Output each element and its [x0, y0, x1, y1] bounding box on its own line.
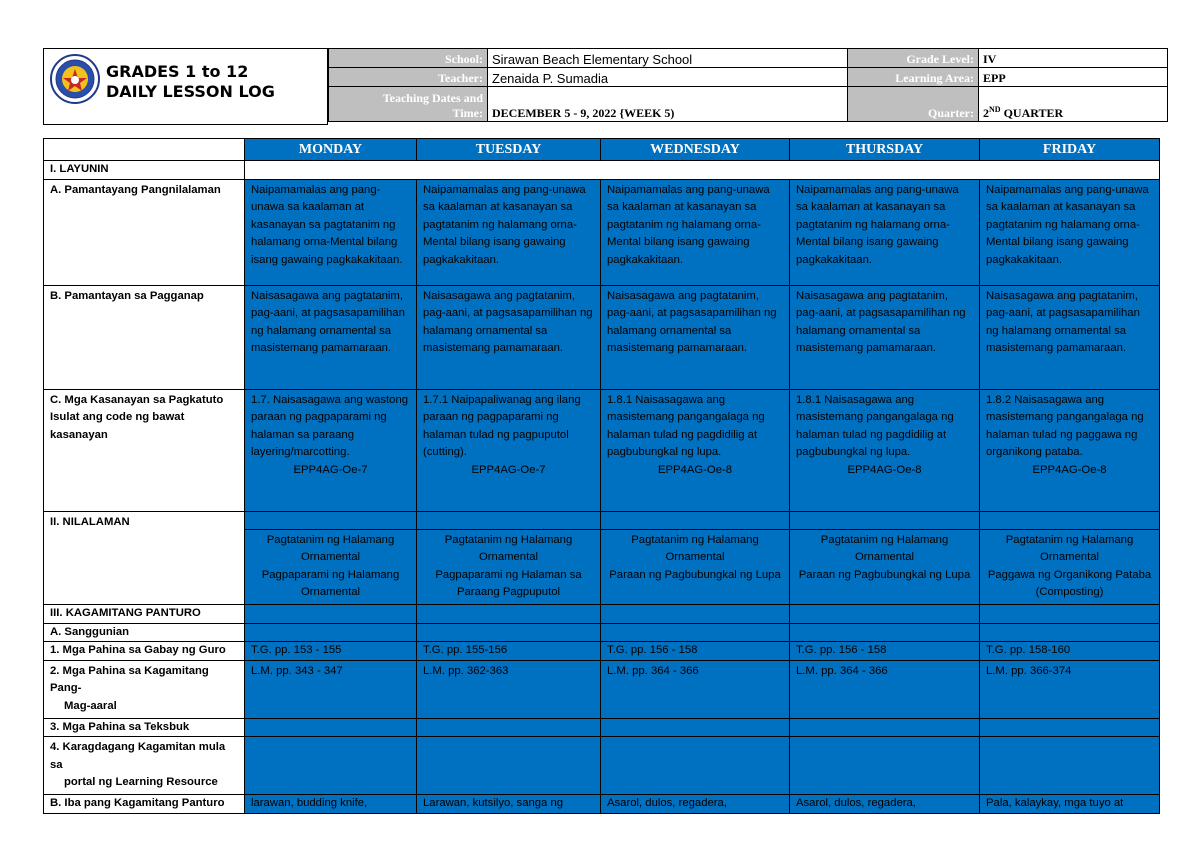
deped-seal-icon: [50, 54, 100, 104]
row-label-teksbuk: 3. Mga Pahina sa Teksbuk: [44, 718, 245, 737]
learning-area-value: EPP: [979, 68, 1168, 87]
competency-text: 1.8.2 Naisasagawa ang masistemang pangangalaga ng halaman tulad ng paggawa ng organikong pataba.: [986, 393, 1144, 459]
teaching-dates-label-line-2: Time:: [452, 106, 483, 120]
row-label-pamantayang-pangnilalaman: A. Pamantayang Pangnilalaman: [44, 179, 245, 285]
teaching-dates-value: DECEMBER 5 - 9, 2022 {WEEK 5): [488, 87, 848, 122]
tg-pages-tuesday: T.G. pp. 155-156: [417, 642, 601, 661]
other-materials-friday: Pala, kalaykay, mga tuyo at: [980, 794, 1160, 813]
performance-standard-tuesday: Naisasagawa ang pagtatanim, pag-aani, at pagsasapamilihan ng halamang ornamental sa masistemang pamamaraan.: [417, 285, 601, 389]
content-topic: Pagtatanim ng Halamang Ornamental: [266, 533, 395, 564]
competency-tuesday: [417, 389, 601, 511]
other-materials-monday: larawan, budding knife,: [245, 794, 417, 813]
lm-pages-wednesday: L.M. pp. 364 - 366: [601, 660, 790, 718]
day-wednesday: WEDNESDAY: [601, 139, 790, 161]
row-label-kasanayan: [44, 389, 245, 511]
content-subtopic: Pagpaparami ng Halaman sa Paraang Pagpuputol: [435, 568, 582, 599]
row-label-iba-pang-kagamitang: B. Iba pang Kagamitang Panturo: [44, 794, 245, 813]
karagdagang-blank: [245, 737, 417, 795]
content-wednesday: [601, 529, 790, 604]
layunin-blank: [245, 161, 1160, 180]
teksbuk-blank: [980, 718, 1160, 737]
other-materials-row: [44, 794, 1160, 813]
karagdagang-blank: [790, 737, 980, 795]
competency-row: [44, 389, 1160, 511]
tg-pages-row: [44, 642, 1160, 661]
kagamitang-row: [44, 604, 1160, 623]
grade-level-label: Grade Level:: [848, 49, 979, 68]
quarter-word: QUARTER: [1000, 106, 1064, 120]
sanggunian-blank: [980, 623, 1160, 642]
content-standard-row: [44, 179, 1160, 285]
karagdagang-blank: [601, 737, 790, 795]
teksbuk-row: [44, 718, 1160, 737]
sanggunian-blank: [601, 623, 790, 642]
performance-standard-monday: Naisasagawa ang pagtatanim, pag-aani, at pagsasapamilihan ng halamang ornamental sa masistemang pamamaraan.: [245, 285, 417, 389]
teacher-label: Teacher:: [329, 68, 488, 87]
teksbuk-blank: [790, 718, 980, 737]
competency-wednesday: [601, 389, 790, 511]
karagdagang-label-line-1: 4. Karagdagang Kagamitan mula sa: [50, 741, 226, 771]
school-label: School:: [329, 49, 488, 68]
page-title: [106, 62, 275, 102]
quarter-suffix: ND: [989, 105, 1001, 114]
performance-standard-row: [44, 285, 1160, 389]
content-friday: [980, 529, 1160, 604]
tg-pages-thursday: T.G. pp. 156 - 158: [790, 642, 980, 661]
section-layunin: I. LAYUNIN: [44, 161, 245, 180]
nilalaman-row: [44, 511, 1160, 529]
lm-pages-friday: L.M. pp. 366-374: [980, 660, 1160, 718]
sanggunian-row: [44, 623, 1160, 642]
content-standard-thursday: Naipamamalas ang pang-unawa sa kaalaman at kasanayan sa pagtatanim ng halamang orna-Mental bilang isang gawaing pagkakakitaan.: [790, 179, 980, 285]
header-info-table: [328, 48, 1168, 122]
karagdagang-blank: [980, 737, 1160, 795]
learning-area-label: Learning Area:: [848, 68, 979, 87]
content-topic: Pagtatanim ng Halamang Ornamental: [820, 533, 949, 564]
competency-monday: [245, 389, 417, 511]
content-monday: [245, 529, 417, 604]
competency-code: EPP4AG-Oe-7: [471, 463, 546, 476]
competency-friday: [980, 389, 1160, 511]
competency-code: EPP4AG-Oe-8: [657, 463, 733, 476]
karagdagang-row: [44, 737, 1160, 795]
section-kagamitang-panturo: III. KAGAMITANG PANTURO: [44, 604, 245, 623]
content-standard-monday: Naipamamalas ang pang-unawa sa kaalaman at kasanayan sa pagtatanim ng halamang orna-Mental bilang isang gawaing pagkakakitaan.: [245, 179, 417, 285]
day-thursday: THURSDAY: [790, 139, 980, 161]
content-standard-wednesday: Naipamamalas ang pang-unawa sa kaalaman at kasanayan sa pagtatanim ng halamang orna-Mental bilang isang gawaing pagkakakitaan.: [601, 179, 790, 285]
competency-code: EPP4AG-Oe-8: [1032, 463, 1107, 476]
competency-text: 1.7. Naisasagawa ang wastong paraan ng pagpaparami ng halaman sa paraang layering/marcotting.: [251, 393, 409, 459]
content-tuesday: [417, 529, 601, 604]
sanggunian-blank: [245, 623, 417, 642]
content-subtopic: Paraan ng Pagbubungkal ng Lupa: [798, 568, 971, 581]
kagamitang-blank: [245, 604, 417, 623]
quarter-label: Quarter:: [848, 87, 979, 122]
quarter-number: 2: [983, 106, 989, 120]
lm-pages-monday: L.M. pp. 343 - 347: [245, 660, 417, 718]
teksbuk-blank: [417, 718, 601, 737]
layunin-row: [44, 161, 1160, 180]
performance-standard-friday: Naisasagawa ang pagtatanim, pag-aani, at pagsasapamilihan ng halamang ornamental sa masistemang pamamaraan.: [980, 285, 1160, 389]
day-friday: FRIDAY: [980, 139, 1160, 161]
nilalaman-spacer-tuesday: [417, 511, 601, 529]
quarter-value: [979, 87, 1168, 122]
lm-pages-tuesday: L.M. pp. 362-363: [417, 660, 601, 718]
kagamitang-blank: [790, 604, 980, 623]
kagamitang-blank: [980, 604, 1160, 623]
teksbuk-blank: [601, 718, 790, 737]
content-topic: Pagtatanim ng Halamang Ornamental: [1005, 533, 1134, 564]
content-thursday: [790, 529, 980, 604]
karagdagang-blank: [417, 737, 601, 795]
teksbuk-blank: [245, 718, 417, 737]
nilalaman-spacer-friday: [980, 511, 1160, 529]
performance-standard-thursday: Naisasagawa ang pagtatanim, pag-aani, at pagsasapamilihan ng halamang ornamental sa masistemang pamamaraan.: [790, 285, 980, 389]
teaching-dates-label-line-1: Teaching Dates and: [382, 91, 483, 105]
lm-label-line-1: 2. Mga Pahina sa Kagamitang Pang-: [50, 664, 209, 695]
content-subtopic: Pagpaparami ng Halamang Ornamental: [261, 568, 400, 599]
lm-pages-thursday: L.M. pp. 364 - 366: [790, 660, 980, 718]
teaching-dates-label: [329, 87, 488, 122]
grade-level-value: IV: [979, 49, 1168, 68]
tg-pages-wednesday: T.G. pp. 156 - 158: [601, 642, 790, 661]
content-standard-friday: Naipamamalas ang pang-unawa sa kaalaman at kasanayan sa pagtatanim ng halamang orna-Mental bilang isang gawaing pagkakakitaan.: [980, 179, 1160, 285]
row-label-kagamitang-pang-mag-aaral: [44, 660, 245, 718]
content-subtopic: Paraan ng Pagbubungkal ng Lupa: [609, 568, 781, 581]
tg-pages-friday: T.G. pp. 158-160: [980, 642, 1160, 661]
teacher-value: Zenaida P. Sumadia: [488, 68, 848, 87]
other-materials-tuesday: Larawan, kutsilyo, sanga ng: [417, 794, 601, 813]
title-line-1: GRADES 1 to 12: [106, 62, 249, 81]
section-nilalaman: II. NILALAMAN: [44, 511, 245, 604]
lm-pages-row: [44, 660, 1160, 718]
lm-label-line-2: Mag-aaral: [64, 699, 117, 712]
day-header-row: [44, 139, 1160, 161]
content-topic: Pagtatanim ng Halamang Ornamental: [444, 533, 573, 564]
tg-pages-monday: T.G. pp. 153 - 155: [245, 642, 417, 661]
lesson-log-table: [43, 138, 1160, 814]
kasanayan-label-line-1: C. Mga Kasanayan sa Pagkatuto: [50, 393, 224, 406]
school-value: Sirawan Beach Elementary School: [488, 49, 848, 68]
nilalaman-spacer-wednesday: [601, 511, 790, 529]
competency-thursday: [790, 389, 980, 511]
other-materials-wednesday: Asarol, dulos, regadera,: [601, 794, 790, 813]
competency-code: EPP4AG-Oe-8: [847, 463, 922, 476]
kagamitang-blank: [601, 604, 790, 623]
day-tuesday: TUESDAY: [417, 139, 601, 161]
sanggunian-blank: [790, 623, 980, 642]
nilalaman-spacer-monday: [245, 511, 417, 529]
day-monday: MONDAY: [245, 139, 417, 161]
content-subtopic: Paggawa ng Organikong Pataba (Composting): [987, 568, 1152, 599]
kagamitang-blank: [417, 604, 601, 623]
competency-text: 1.8.1 Naisasagawa ang masistemang pangangalaga ng halaman tulad ng pagdidilig at pagbubungkal ng lupa.: [796, 393, 954, 459]
section-sanggunian: A. Sanggunian: [44, 623, 245, 642]
content-topic: Pagtatanim ng Halamang Ornamental: [631, 533, 759, 564]
other-materials-thursday: Asarol, dulos, regadera,: [790, 794, 980, 813]
title-line-2: DAILY LESSON LOG: [106, 82, 275, 101]
row-label-gabay-ng-guro: 1. Mga Pahina sa Gabay ng Guro: [44, 642, 245, 661]
row-label-pamantayan-sa-pagganap: B. Pamantayan sa Pagganap: [44, 285, 245, 389]
sanggunian-blank: [417, 623, 601, 642]
competency-text: 1.8.1 Naisasagawa ang masistemang pangangalaga ng halaman tulad ng pagdidilig at pagbubungkal ng lupa.: [607, 393, 765, 459]
competency-text: 1.7.1 Naipapaliwanag ang ilang paraan ng pagpaparami ng halaman tulad ng pagpuputol (cutting).: [423, 393, 581, 459]
karagdagang-label-line-2: portal ng Learning Resource: [64, 776, 218, 789]
corner-cell: [44, 139, 245, 161]
nilalaman-spacer-thursday: [790, 511, 980, 529]
performance-standard-wednesday: Naisasagawa ang pagtatanim, pag-aani, at pagsasapamilihan ng halamang ornamental sa masistemang pamamaraan.: [601, 285, 790, 389]
content-standard-tuesday: Naipamamalas ang pang-unawa sa kaalaman at kasanayan sa pagtatanim ng halamang orna-Mental bilang isang gawaing pagkakakitaan.: [417, 179, 601, 285]
row-label-karagdagang-kagamitan: [44, 737, 245, 795]
kasanayan-label-line-2: Isulat ang code ng bawat kasanayan: [50, 411, 185, 441]
competency-code: EPP4AG-Oe-7: [293, 463, 368, 476]
